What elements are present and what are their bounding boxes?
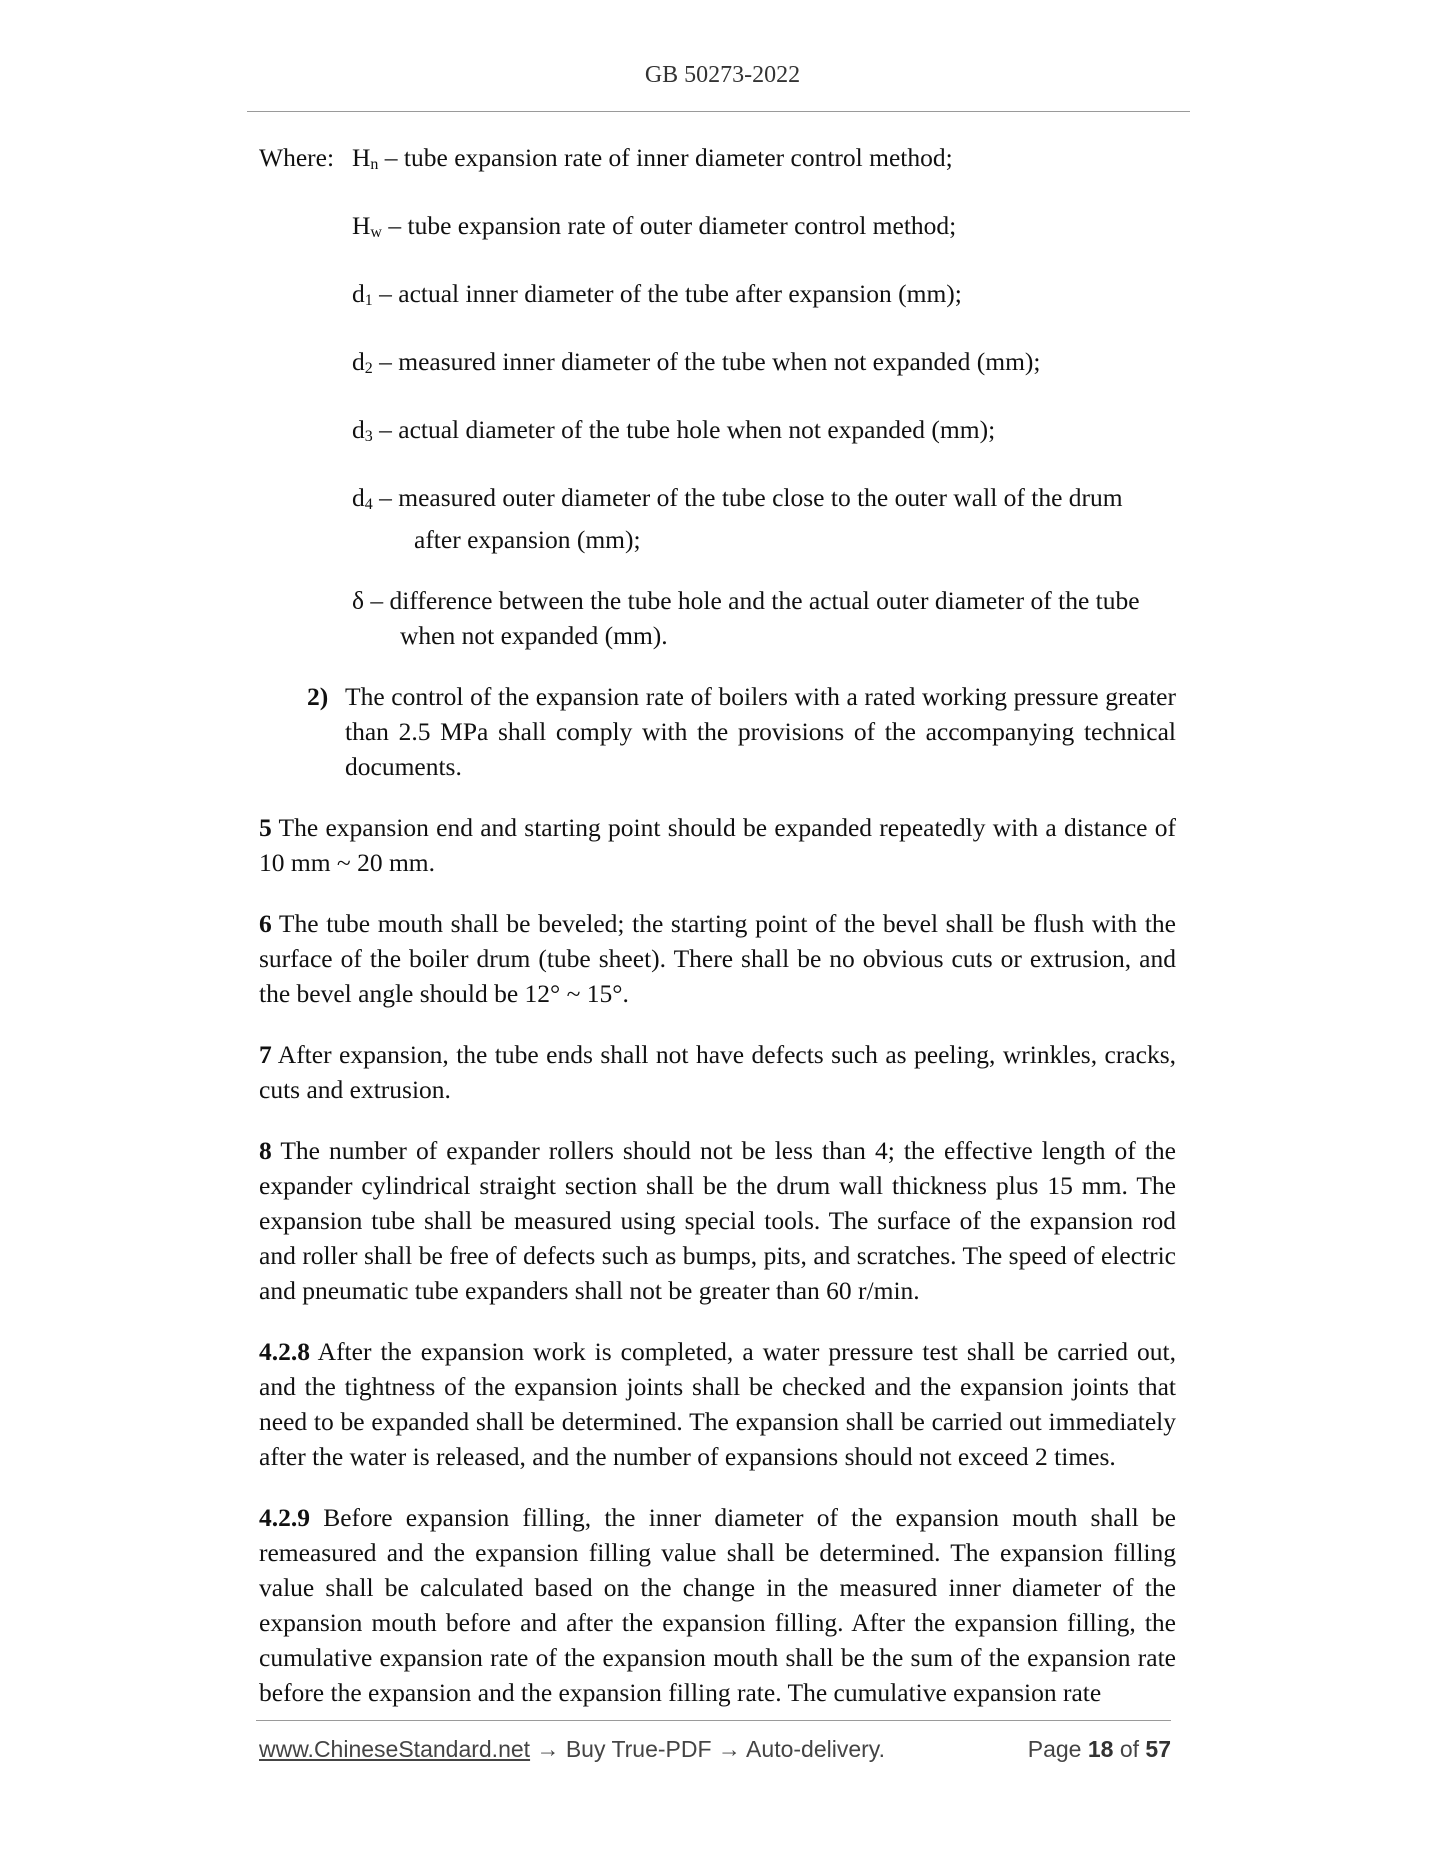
page-footer xyxy=(259,1736,1171,1770)
clause-7 xyxy=(259,1037,1176,1107)
definition-symbol: $d_2$ xyxy=(352,347,373,377)
where-block xyxy=(259,140,1176,653)
list-item-2 xyxy=(307,679,1176,784)
clause-number: 6 xyxy=(259,909,272,938)
clause-text: After expansion, the tube ends shall not have defects such as peeling, wrinkles, cracks, cuts and extrusion. xyxy=(259,1040,1176,1104)
definition-text: – measured outer diameter of the tube close to the outer wall of the drum xyxy=(372,483,1123,512)
definition-symbol: δ xyxy=(352,586,365,615)
definition-d2 xyxy=(259,344,1176,386)
clause-number: 4.2.8 xyxy=(259,1337,310,1366)
clause-4-2-9 xyxy=(259,1500,1176,1710)
definition-d3 xyxy=(259,412,1176,454)
definition-hn xyxy=(259,140,1176,182)
header-divider xyxy=(247,111,1190,112)
clause-6 xyxy=(259,906,1176,1011)
definition-d1 xyxy=(259,276,1176,318)
current-page-number: 18 xyxy=(1087,1736,1114,1762)
footer-promo xyxy=(259,1736,885,1763)
clause-5 xyxy=(259,810,1176,880)
clause-8 xyxy=(259,1133,1176,1308)
clause-number: 4.2.9 xyxy=(259,1503,310,1532)
definition-continuation: when not expanded (mm). xyxy=(400,621,668,650)
definition-symbol: $d_4$ xyxy=(352,483,373,513)
page-indicator: Page 18 of 57 xyxy=(1027,1736,1171,1762)
where-label: Where: xyxy=(259,143,335,172)
document-body xyxy=(259,140,1176,1736)
definition-text: – tube expansion rate of inner diameter control method; xyxy=(378,143,953,172)
definition-text: – measured inner diameter of the tube when not expanded (mm); xyxy=(372,347,1041,376)
clause-number: 5 xyxy=(259,813,272,842)
clause-text: The number of expander rollers should not be less than 4; the effective length of the expander cylindrical straight section shall be the drum wall thickness plus 15 mm. The expansion tube shall be measured using special tools. The surface of the expansion rod and roller shall be free of defects such as bumps, pits, and scratches. The speed of electric and pneumatic tube expanders shall not be greater than 60 r/min. xyxy=(259,1136,1176,1305)
definition-text: – actual diameter of the tube hole when not expanded (mm); xyxy=(372,415,996,444)
definition-symbol: $H_w$ xyxy=(352,211,382,241)
footer-divider xyxy=(256,1720,1171,1721)
clause-4-2-8 xyxy=(259,1334,1176,1474)
clause-text: After the expansion work is completed, a water pressure test shall be carried out, and the tightness of the expansion joints shall be checked and the expansion joints that need to be expanded shall be determined. The expansion shall be carried out immediately after the water is released, and the number of expansions should not exceed 2 times. xyxy=(259,1337,1176,1471)
clause-text: The tube mouth shall be beveled; the starting point of the bevel shall be flush with the surface of the boiler drum (tube sheet). There shall be no obvious cuts or extrusion, and the bevel angle should be 12° ~ 15°. xyxy=(259,909,1176,1008)
list-item-text: The control of the expansion rate of boilers with a rated working pressure greater than 2.5 MPa shall comply with the provisions of the accompanying technical documents. xyxy=(345,682,1176,781)
clause-number: 7 xyxy=(259,1040,272,1069)
definition-d4 xyxy=(259,480,1176,557)
list-item-number: 2) xyxy=(307,682,329,711)
definition-delta xyxy=(259,583,1176,653)
definition-symbol: $H_n$ xyxy=(352,143,379,173)
definition-hw xyxy=(259,208,1176,250)
clause-number: 8 xyxy=(259,1136,272,1165)
definition-text: – tube expansion rate of outer diameter control method; xyxy=(381,211,957,240)
clause-text: The expansion end and starting point should be expanded repeatedly with a distance of 10 mm ~ 20 mm. xyxy=(259,813,1176,877)
definition-text: – difference between the tube hole and the actual outer diameter of the tube xyxy=(364,586,1140,615)
site-link[interactable]: www.ChineseStandard.net xyxy=(259,1736,531,1762)
clause-text: Before expansion filling, the inner diameter of the expansion mouth shall be remeasured and the expansion filling value shall be determined. The expansion filling value shall be calculated based on the change in the measured inner diameter of the expansion mouth before and after the expansion filling. After the expansion filling, the cumulative expansion rate of the expansion mouth shall be the sum of the expansion rate before the expansion and the expansion filling rate. The cumulative expansion rate xyxy=(259,1503,1176,1707)
definition-symbol: $d_1$ xyxy=(352,279,373,309)
definition-continuation: after expansion (mm); xyxy=(414,525,641,554)
definition-text: – actual inner diameter of the tube after expansion (mm); xyxy=(372,279,962,308)
total-pages: 57 xyxy=(1145,1736,1171,1762)
footer-promo-text: → Buy True-PDF → Auto-delivery. xyxy=(530,1736,885,1762)
page-header: GB 50273-2022 xyxy=(644,62,801,88)
definition-symbol: $d_3$ xyxy=(352,415,373,445)
